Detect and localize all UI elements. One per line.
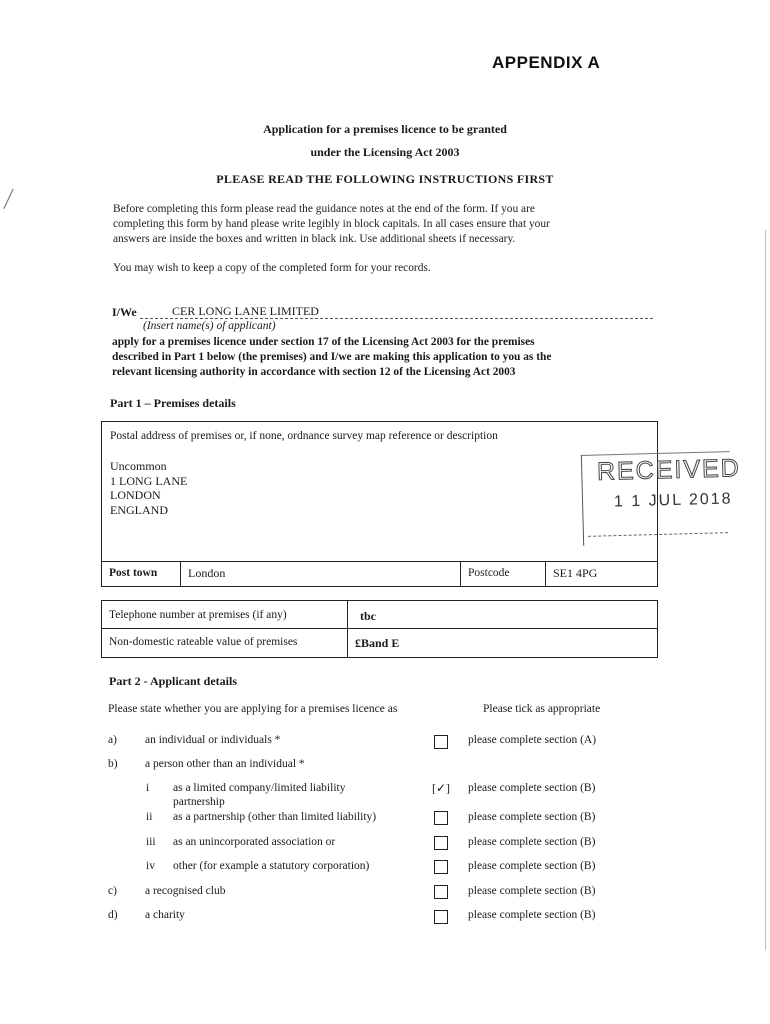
- tick-instruction: Please tick as appropriate: [483, 703, 601, 715]
- option-b1-label-cont: partnership: [173, 796, 225, 808]
- option-b-marker: b): [108, 758, 118, 770]
- option-a-marker: a): [108, 734, 117, 746]
- option-a-action: please complete section (A): [468, 734, 597, 746]
- form-title-line2: under the Licensing Act 2003: [310, 145, 460, 159]
- appendix-heading: APPENDIX A: [492, 53, 601, 72]
- option-b3-action: please complete section (B): [468, 836, 596, 848]
- statement-line-2: described in Part 1 below (the premises) and I/we are making this application to you as the: [112, 351, 552, 363]
- option-b3-marker: iii: [146, 836, 156, 848]
- option-b2-checkbox[interactable]: [434, 811, 448, 825]
- option-d-marker: d): [108, 909, 118, 921]
- option-b4-checkbox[interactable]: [434, 860, 448, 874]
- option-b4-action: please complete section (B): [468, 860, 596, 872]
- address-label: Postal address of premises or, if none, ordnance survey map reference or description: [110, 430, 498, 442]
- option-b1-label: as a limited company/limited liability: [173, 782, 346, 794]
- option-c-label: a recognised club: [145, 885, 226, 897]
- option-b1-marker: i: [146, 782, 150, 794]
- option-c-action: please complete section (B): [468, 885, 596, 897]
- post-town-label: Post town: [109, 567, 158, 579]
- option-b4-label: other (for example a statutory corporation): [173, 860, 370, 872]
- intro-line-1: Before completing this form please read the guidance notes at the end of the form. If you are: [113, 203, 535, 215]
- telephone-field[interactable]: tbc: [360, 609, 376, 623]
- option-b4-marker: iv: [146, 860, 155, 872]
- copy-note: You may wish to keep a copy of the completed form for your records.: [113, 262, 431, 274]
- option-c-marker: c): [108, 885, 117, 897]
- form-title-line1: Application for a premises licence to be granted: [263, 122, 507, 136]
- address-line-1: Uncommon: [110, 459, 167, 473]
- postcode-divider-left: [460, 561, 461, 586]
- scan-edge: [765, 230, 766, 950]
- rateable-value-field[interactable]: £Band E: [355, 636, 400, 650]
- application-statement: [112, 335, 657, 380]
- applicant-type-question: Please state whether you are applying for a premises licence as: [108, 703, 398, 715]
- option-b1-checkbox-ticked[interactable]: [✓]: [432, 781, 451, 795]
- option-a-checkbox[interactable]: [434, 735, 448, 749]
- option-b2-label: as a partnership (other than limited liability): [173, 811, 377, 823]
- part1-title: Part 1 – Premises details: [110, 396, 236, 410]
- statement-line-3: relevant licensing authority in accordance with section 12 of the Licensing Act 2003: [112, 366, 516, 378]
- intro-line-3: answers are inside the boxes and written in black ink. Use additional sheets if necessary.: [113, 233, 516, 245]
- option-d-action: please complete section (B): [468, 909, 596, 921]
- postcode-divider-right: [545, 561, 546, 586]
- option-b3-checkbox[interactable]: [434, 836, 448, 850]
- margin-mark: [3, 189, 14, 210]
- contact-column-divider: [347, 600, 348, 657]
- intro-line-2: completing this form by hand please write legibly in block capitals. In all cases ensure that your: [113, 218, 550, 230]
- address-field[interactable]: [110, 459, 187, 517]
- instructions-heading: PLEASE READ THE FOLLOWING INSTRUCTIONS FIRST: [216, 172, 554, 186]
- address-line-3: LONDON: [110, 488, 161, 502]
- received-stamp-date: 1 1 JUL 2018: [613, 490, 733, 511]
- option-b2-marker: ii: [146, 811, 153, 823]
- post-town-row-divider: [101, 561, 658, 562]
- option-d-label: a charity: [145, 909, 185, 921]
- option-b1-action: please complete section (B): [468, 782, 596, 794]
- option-b3-label: as an unincorporated association or: [173, 836, 336, 848]
- postcode-field[interactable]: SE1 4PG: [553, 566, 598, 580]
- post-town-field[interactable]: London: [188, 566, 226, 580]
- received-stamp-text: RECEIVED: [596, 454, 742, 486]
- postcode-label: Postcode: [468, 567, 510, 579]
- option-b-label: a person other than an individual *: [145, 758, 305, 770]
- address-line-2: 1 LONG LANE: [110, 473, 188, 488]
- option-a-label: an individual or individuals *: [145, 734, 281, 746]
- option-c-checkbox[interactable]: [434, 885, 448, 899]
- part2-title: Part 2 - Applicant details: [109, 674, 237, 688]
- applicant-label: I/We: [112, 305, 137, 319]
- option-b2-action: please complete section (B): [468, 811, 596, 823]
- applicant-name-field[interactable]: CER LONG LANE LIMITED: [172, 304, 319, 318]
- applicant-name-hint: (Insert name(s) of applicant): [143, 320, 276, 332]
- post-town-divider: [180, 561, 181, 586]
- address-line-4: ENGLAND: [110, 502, 168, 517]
- rateable-value-label: Non-domestic rateable value of premises: [109, 636, 298, 648]
- statement-line-1: apply for a premises licence under section 17 of the Licensing Act 2003 for the premises: [112, 336, 535, 348]
- option-d-checkbox[interactable]: [434, 910, 448, 924]
- contact-row-divider: [101, 628, 658, 629]
- telephone-label: Telephone number at premises (if any): [109, 609, 287, 621]
